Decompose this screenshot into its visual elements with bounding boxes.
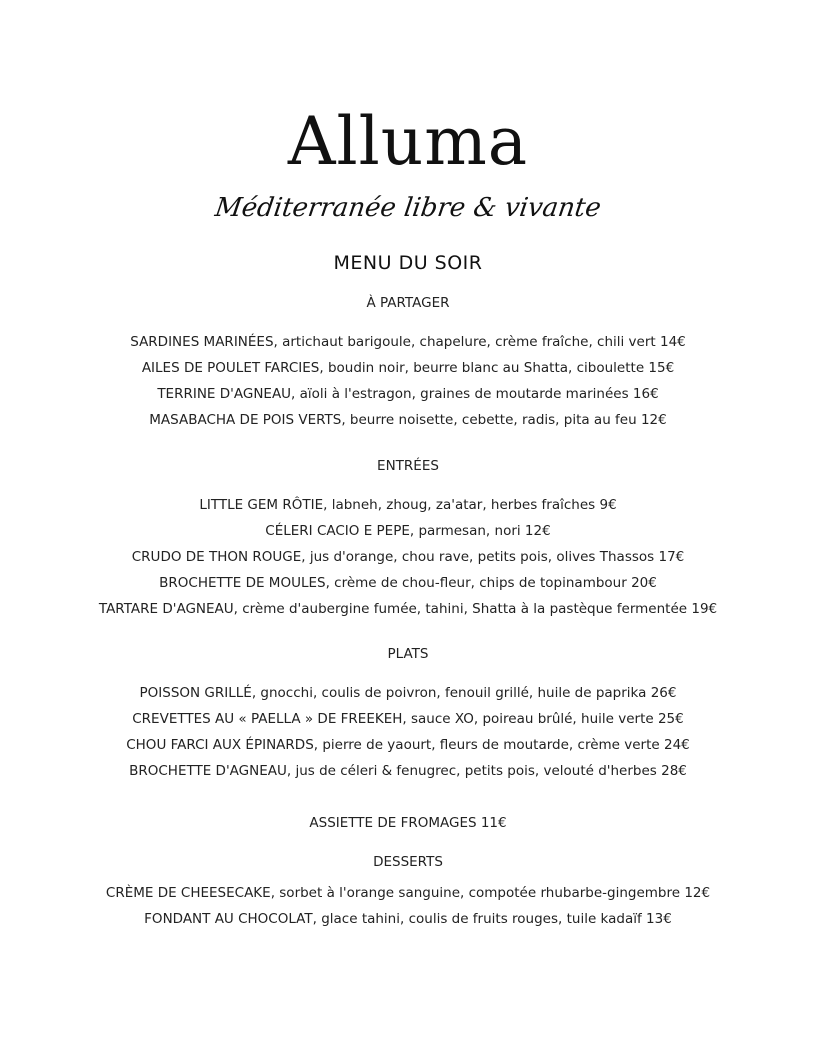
- menu-item: AILES DE POULET FARCIES, boudin noir, beurre blanc au Shatta, ciboulette 15€: [141, 360, 675, 376]
- menu-title: MENU DU SOIR: [333, 252, 483, 274]
- section-title-desserts: DESSERTS: [373, 854, 443, 870]
- menu-item: CHOU FARCI AUX ÉPINARDS, pierre de yaourt, fleurs de moutarde, crème verte 24€: [126, 737, 690, 753]
- section-title-fromages: ASSIETTE DE FROMAGES 11€: [309, 815, 507, 831]
- restaurant-logo: Alluma: [287, 103, 529, 180]
- section-title-plats: PLATS: [387, 646, 429, 662]
- tagline: Méditerranée libre & vivante: [213, 193, 603, 223]
- section-items-plats: [0, 680, 816, 784]
- menu-item: BROCHETTE DE MOULES, crème de chou-fleur, chips de topinambour 20€: [159, 575, 657, 591]
- section-title-entrees: ENTRÉES: [377, 458, 439, 474]
- menu-item: CÉLERI CACIO E PEPE, parmesan, nori 12€: [265, 523, 551, 539]
- section-items-a-partager: [0, 329, 816, 433]
- menu-item: SARDINES MARINÉES, artichaut barigoule, chapelure, crème fraîche, chili vert 14€: [130, 334, 686, 350]
- menu-item: TERRINE D'AGNEAU, aïoli à l'estragon, graines de moutarde marinées 16€: [157, 386, 659, 402]
- menu-item: FONDANT AU CHOCOLAT, glace tahini, coulis de fruits rouges, tuile kadaïf 13€: [144, 911, 672, 927]
- section-items-entrees: [0, 492, 816, 622]
- menu-item: MASABACHA DE POIS VERTS, beurre noisette, cebette, radis, pita au feu 12€: [149, 412, 667, 428]
- menu-item: LITTLE GEM RÔTIE, labneh, zhoug, za'atar, herbes fraîches 9€: [199, 497, 617, 513]
- menu-item: CRÈME DE CHEESECAKE, sorbet à l'orange sanguine, compotée rhubarbe-gingembre 12€: [105, 885, 711, 901]
- section-title-a-partager: À PARTAGER: [366, 295, 450, 311]
- menu-item: TARTARE D'AGNEAU, crème d'aubergine fumée, tahini, Shatta à la pastèque fermentée 19€: [98, 601, 718, 617]
- menu-item: CRUDO DE THON ROUGE, jus d'orange, chou rave, petits pois, olives Thassos 17€: [131, 549, 685, 565]
- menu-item: BROCHETTE D'AGNEAU, jus de céleri & fenugrec, petits pois, velouté d'herbes 28€: [129, 763, 687, 779]
- menu-item: POISSON GRILLÉ, gnocchi, coulis de poivron, fenouil grillé, huile de paprika 26€: [139, 685, 677, 701]
- menu-item: CREVETTES AU « PAELLA » DE FREEKEH, sauce XO, poireau brûlé, huile verte 25€: [132, 711, 684, 727]
- section-items-desserts: [0, 880, 816, 932]
